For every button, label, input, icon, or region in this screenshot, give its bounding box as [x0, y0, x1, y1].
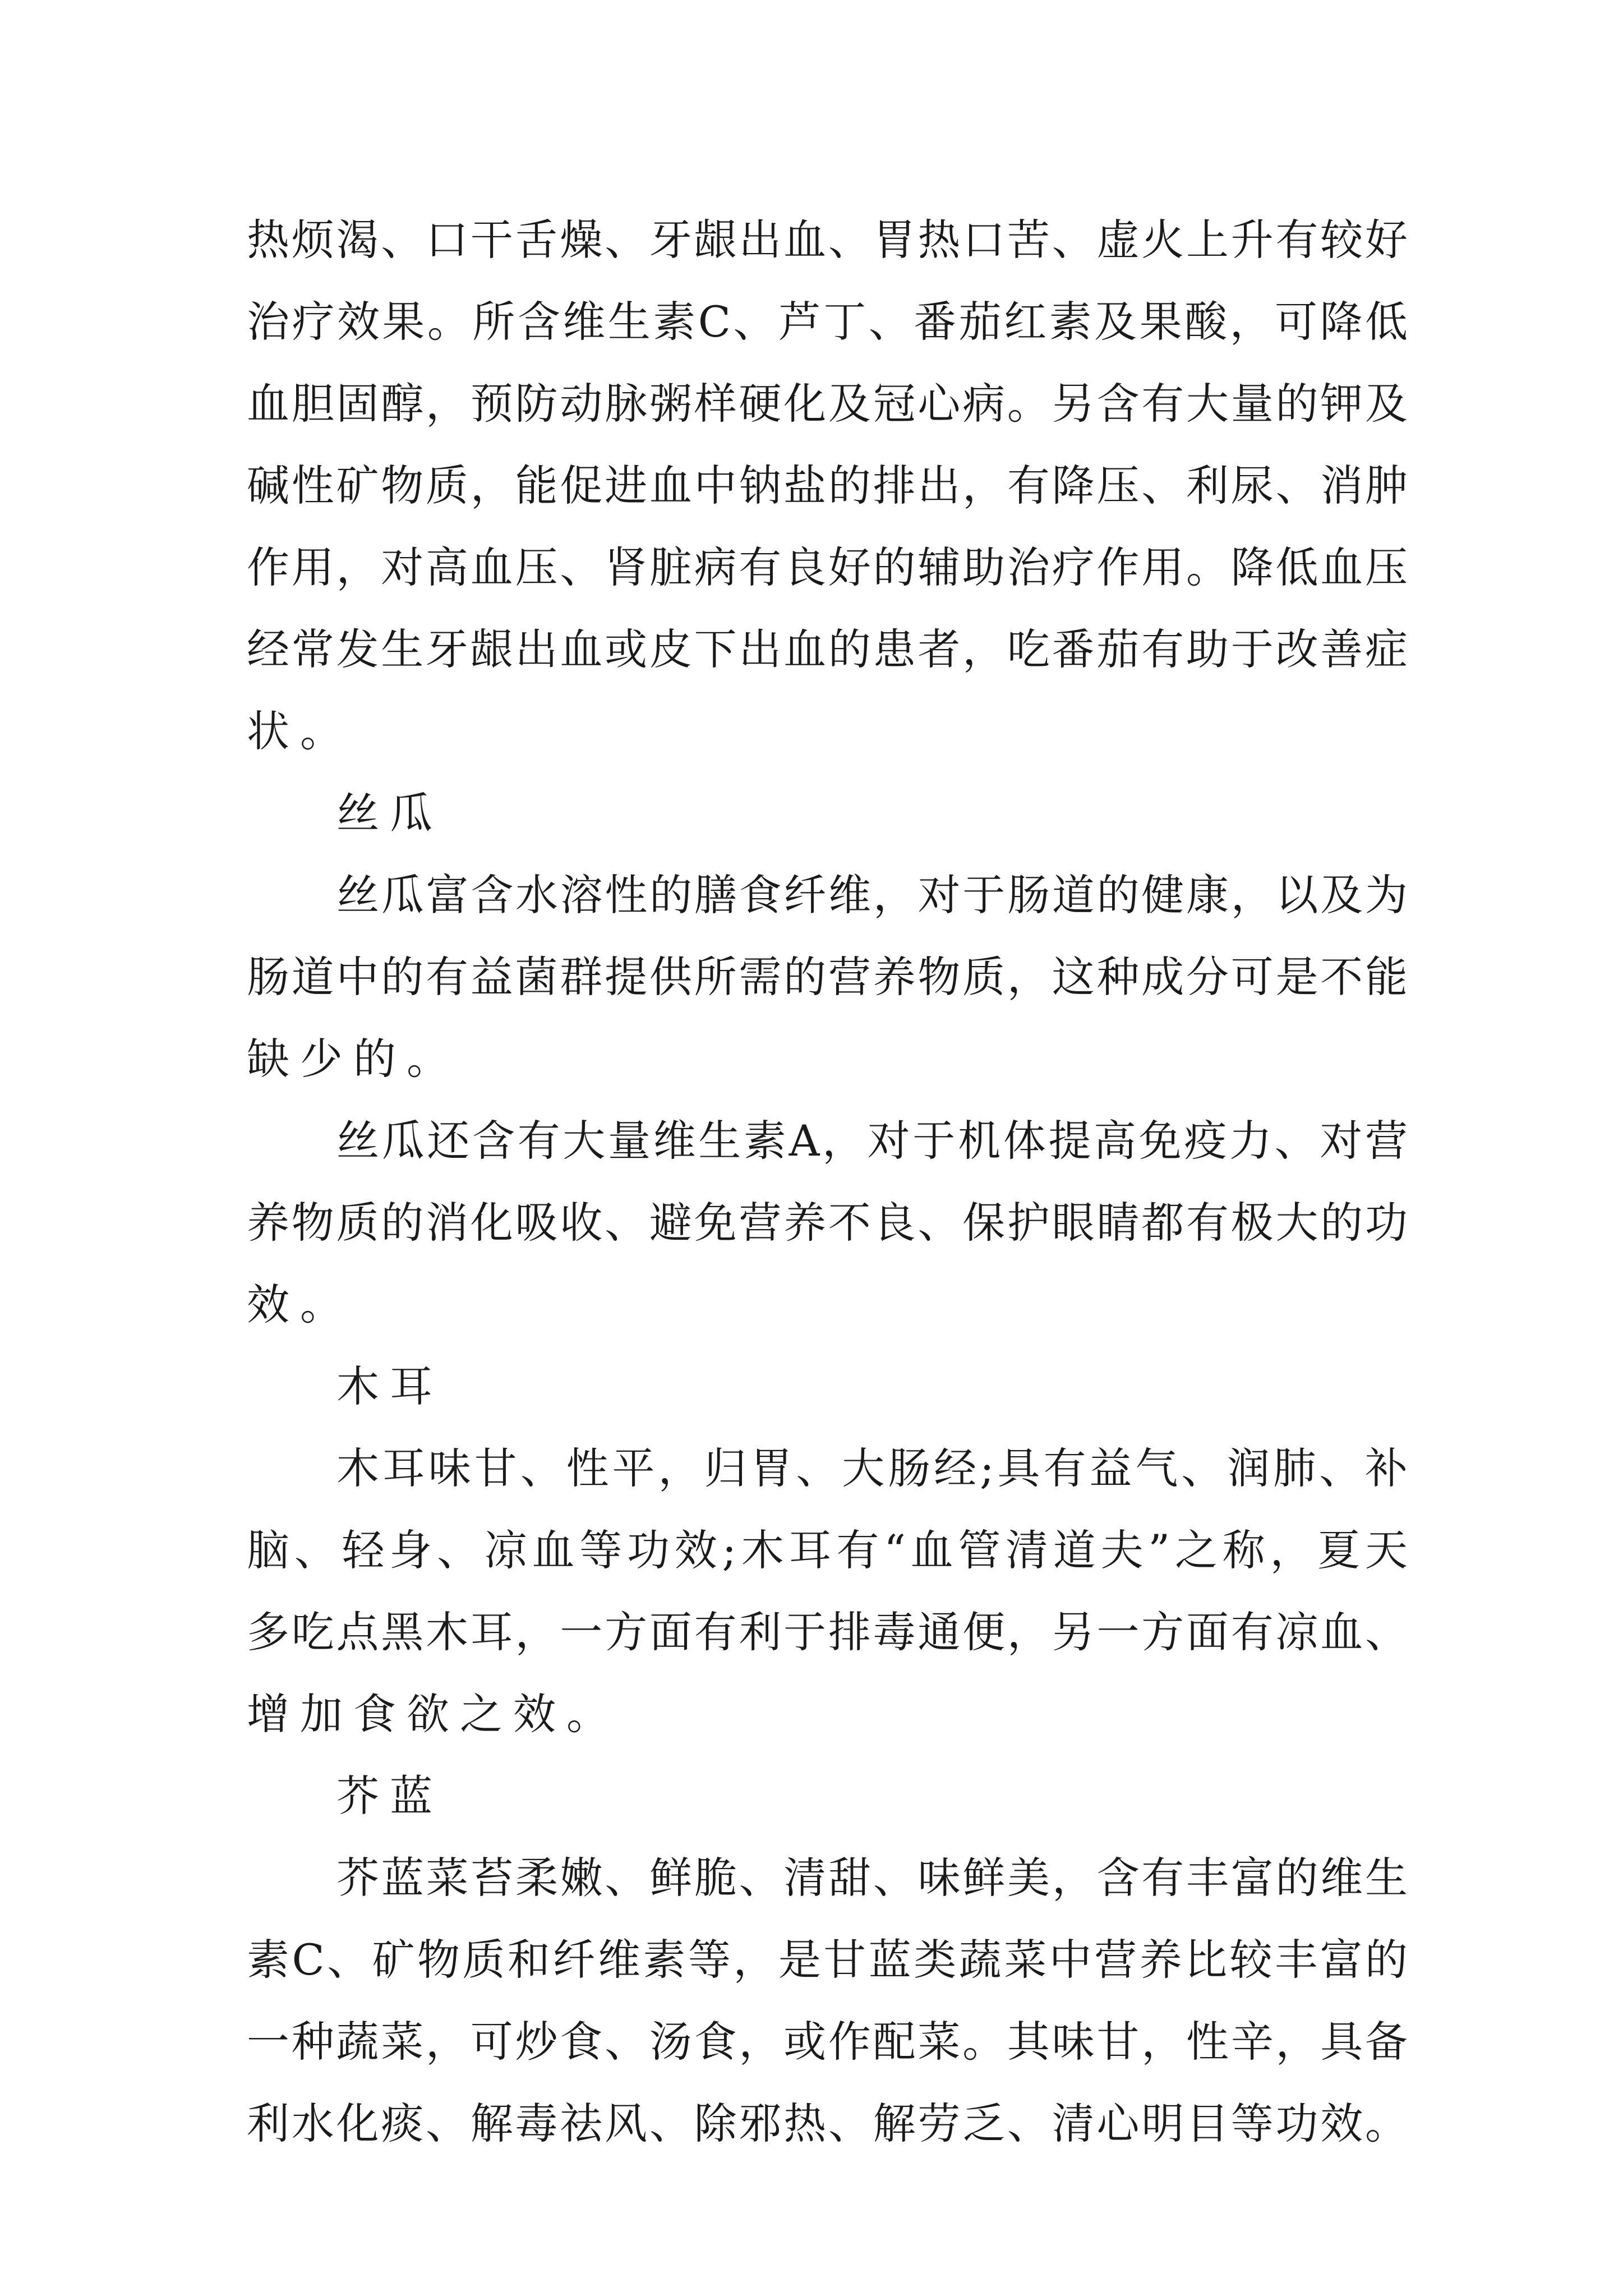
paragraph-line: 增加食欲之效。 — [247, 1689, 620, 1739]
paragraph-line: 木耳味甘、性平，归胃、大肠经;具有益气、润肺、补 — [336, 1443, 1408, 1493]
paragraph-line: 治疗效果。所含维生素C、芦丁、番茄红素及果酸，可降低 — [247, 297, 1408, 347]
paragraph-line: 经常发生牙龈出血或皮下出血的患者，吃番茄有助于改善症 — [247, 624, 1408, 674]
paragraph-line: 效。 — [247, 1280, 353, 1329]
paragraph-line: 素C、矿物质和纤维素等，是甘蓝类蔬菜中营养比较丰富的 — [247, 1935, 1408, 1985]
paragraph-line: 一种蔬菜，可炒食、汤食，或作配菜。其味甘，性辛，具备 — [247, 2017, 1408, 2067]
paragraph-line: 脑、轻身、凉血等功效;木耳有“血管清道夫”之称，夏天 — [247, 1525, 1408, 1575]
paragraph-line: 肠道中的有益菌群提供所需的营养物质，这种成分可是不能 — [247, 952, 1408, 1002]
paragraph-line: 养物质的消化吸收、避免营养不良、保护眼睛都有极大的功 — [247, 1198, 1408, 1248]
paragraph-line: 状。 — [247, 706, 353, 756]
paragraph-line: 芥蓝菜苔柔嫩、鲜脆、清甜、味鲜美，含有丰富的维生 — [336, 1853, 1408, 1903]
paragraph-line: 多吃点黑木耳，一方面有利于排毒通便，另一方面有凉血、 — [247, 1607, 1408, 1657]
paragraph-line: 丝瓜富含水溶性的膳食纤维，对于肠道的健康，以及为 — [336, 870, 1408, 920]
paragraph-line: 丝瓜还含有大量维生素A，对于机体提高免疫力、对营 — [336, 1116, 1408, 1166]
paragraph-line: 血胆固醇，预防动脉粥样硬化及冠心病。另含有大量的钾及 — [247, 379, 1408, 429]
paragraph-line: 利水化痰、解毒祛风、除邪热、解劳乏、清心明目等功效。 — [247, 2099, 1408, 2148]
section-heading: 木耳 — [336, 1361, 443, 1411]
section-heading: 丝瓜 — [336, 788, 443, 838]
paragraph-line: 热烦渴、口干舌燥、牙龈出血、胃热口苦、虚火上升有较好 — [247, 215, 1408, 265]
section-heading: 芥蓝 — [336, 1771, 443, 1821]
paragraph-line: 作用，对高血压、肾脏病有良好的辅助治疗作用。降低血压 — [247, 542, 1408, 592]
paragraph-line: 缺少的。 — [247, 1034, 460, 1084]
paragraph-line: 碱性矿物质，能促进血中钠盐的排出，有降压、利尿、消肿 — [247, 461, 1408, 510]
